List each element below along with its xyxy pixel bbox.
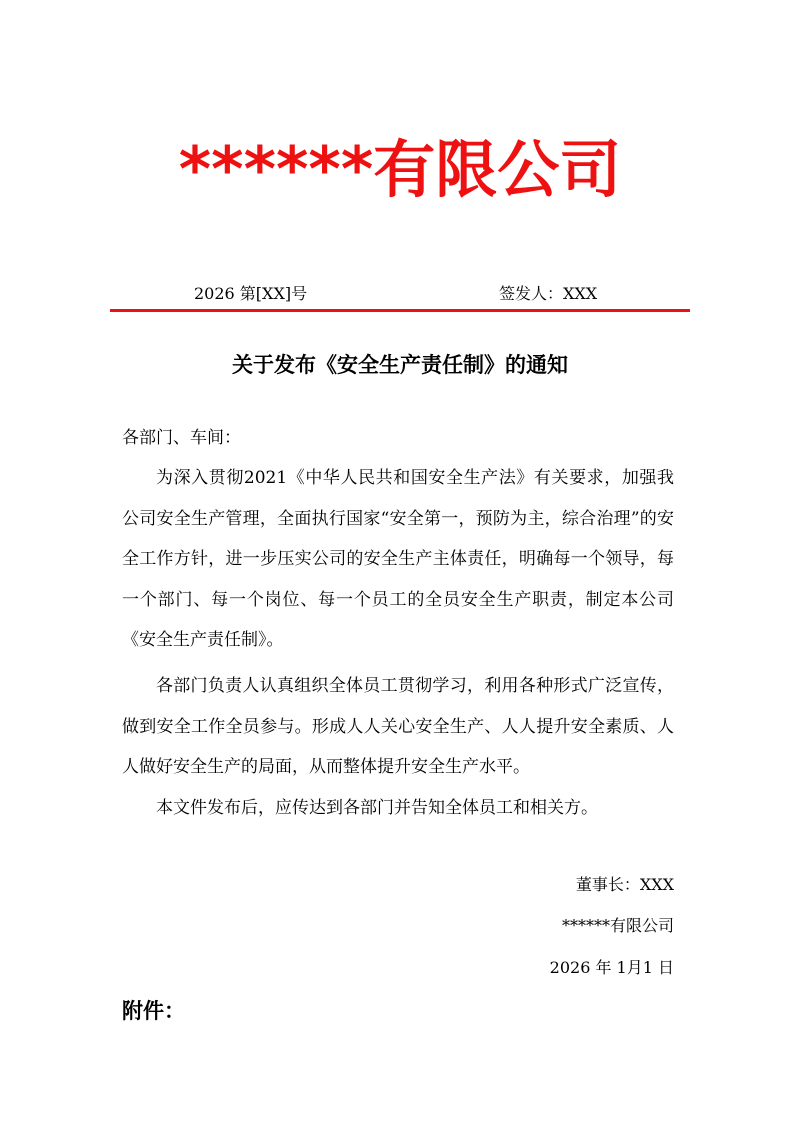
chairman-signature: 董事长：XXX xyxy=(575,875,674,894)
issue-date: 2026 年 1月1 日 xyxy=(549,958,674,977)
body-paragraph-1: 为深入贯彻2021《中华人民共和国安全生产法》有关要求，加强我公司安全生产管理，全面执行国家“安全第一，预防为主，综合治理”的安全工作方针，进一步压实公司的安全生产主体责任，明确每一个领导，每一个部门、每一个岗位、每一个员工的全员安全生产职责，制定本公司《安全生产责任制》。 xyxy=(122,468,674,650)
company-name-heading: ******有限公司 xyxy=(178,133,622,206)
attachment-label: 附件： xyxy=(122,999,185,1023)
salutation: 各部门、车间： xyxy=(122,428,241,448)
company-signature: ******有限公司 xyxy=(561,916,674,935)
body-paragraph-3: 本文件发布后，应传达到各部门并告知全体员工和相关方。 xyxy=(156,798,598,818)
red-header-rule xyxy=(110,309,690,312)
body-paragraph-2: 各部门负责人认真组织全体员工贯彻学习，利用各种形式广泛宣传，做到安全工作全员参与。形成人人关心安全生产、人人提升安全素质、人人做好安全生产的局面，从而整体提升安全生产水平。 xyxy=(122,676,674,777)
signer-label: 签发人：XXX xyxy=(499,284,598,303)
document-number: 2026 第[XX]号 xyxy=(194,284,308,303)
notice-title: 关于发布《安全生产责任制》的通知 xyxy=(232,352,568,377)
